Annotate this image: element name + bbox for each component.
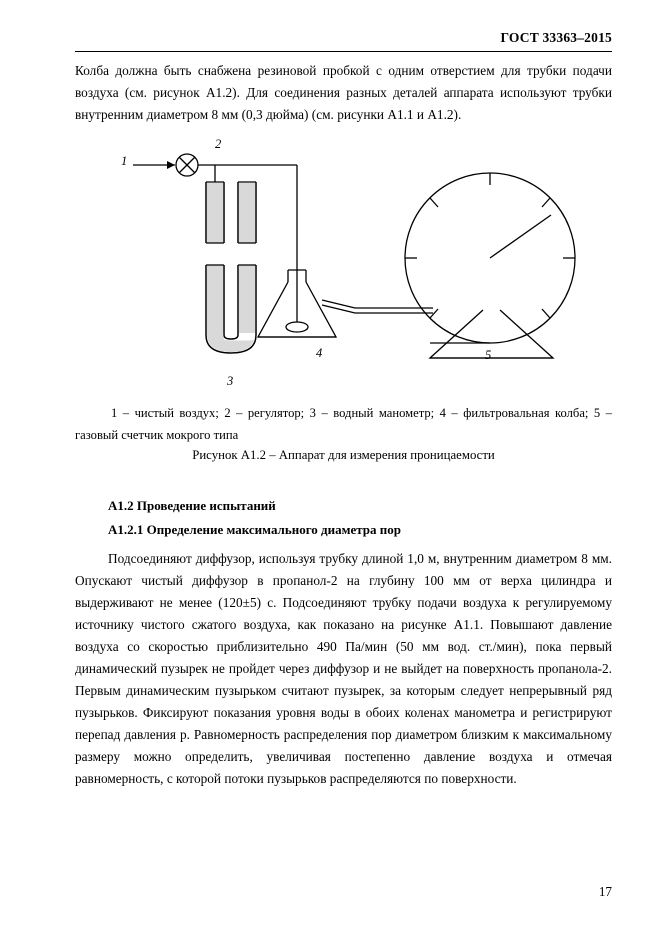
callout-4-label: 4 (316, 346, 323, 360)
callout-2-label: 2 (215, 137, 222, 151)
section-heading-a1-2-1: А1.2.1 Определение максимального диаметра пор (108, 522, 401, 537)
page-header-standard: ГОСТ 33363–2015 (500, 30, 612, 45)
figure-legend (75, 402, 612, 446)
apparatus-svg (75, 130, 612, 395)
header-divider (75, 51, 612, 52)
figure-legend-text: 1 – чистый воздух; 2 – регулятор; 3 – водный манометр; 4 – фильтровальная колба; 5 – газовый счетчик мокрого типа (75, 406, 612, 442)
paragraph-main: Подсоединяют диффузор, используя трубку длиной 1,0 м, внутренним диаметром 8 мм. Опускают чистый диффузор в пропанол-2 на глубину 100 мм от верха цилиндра и выдерживают не менее (120±5) с. Подсоединяют трубку подачи воздуха к регулируемому источнику чистого сжатого воздуха, как показано на рисунке А1.1. Повышают давление воздуха со скоростью приблизительно 490 Па/мин (50 мм вод. ст./мин), пока первый динамический пузырек не пройдет через диффузор и не выйдет на поверхность пропанола-2. Первым динамическим пузырьком считают пузырек, за которым следует непрерывный ряд пузырьков. Фиксируют показания уровня воды в обоих коленах манометра и регистрируют перепад давления p. Равномерность распределения пор диаметром близким к максимальному размеру можно определить, увеличивая постепенно давление воздуха и отмечая равномерность, с которой потоки пузырьков распределяются по поверхности. (75, 551, 612, 786)
figure-title: Рисунок А1.2 – Аппарат для измерения проницаемости (192, 448, 495, 462)
paragraph-intro: Колба должна быть снабжена резиновой пробкой с одним отверстием для трубки подачи воздуха (см. рисунок А1.2). Для соединения разных деталей аппарата используют трубки внутренним диаметром 8 мм (0,3 дюйма) (см. рисунки А1.1 и А1.2). (75, 63, 612, 122)
section-heading-a1-2: А1.2 Проведение испытаний (108, 498, 276, 513)
callout-5-label: 5 (485, 348, 492, 362)
figure-apparatus-diagram (75, 130, 612, 395)
callout-3-label: 3 (227, 374, 234, 388)
callout-1-label: 1 (121, 154, 128, 168)
page-number: 17 (598, 884, 612, 899)
